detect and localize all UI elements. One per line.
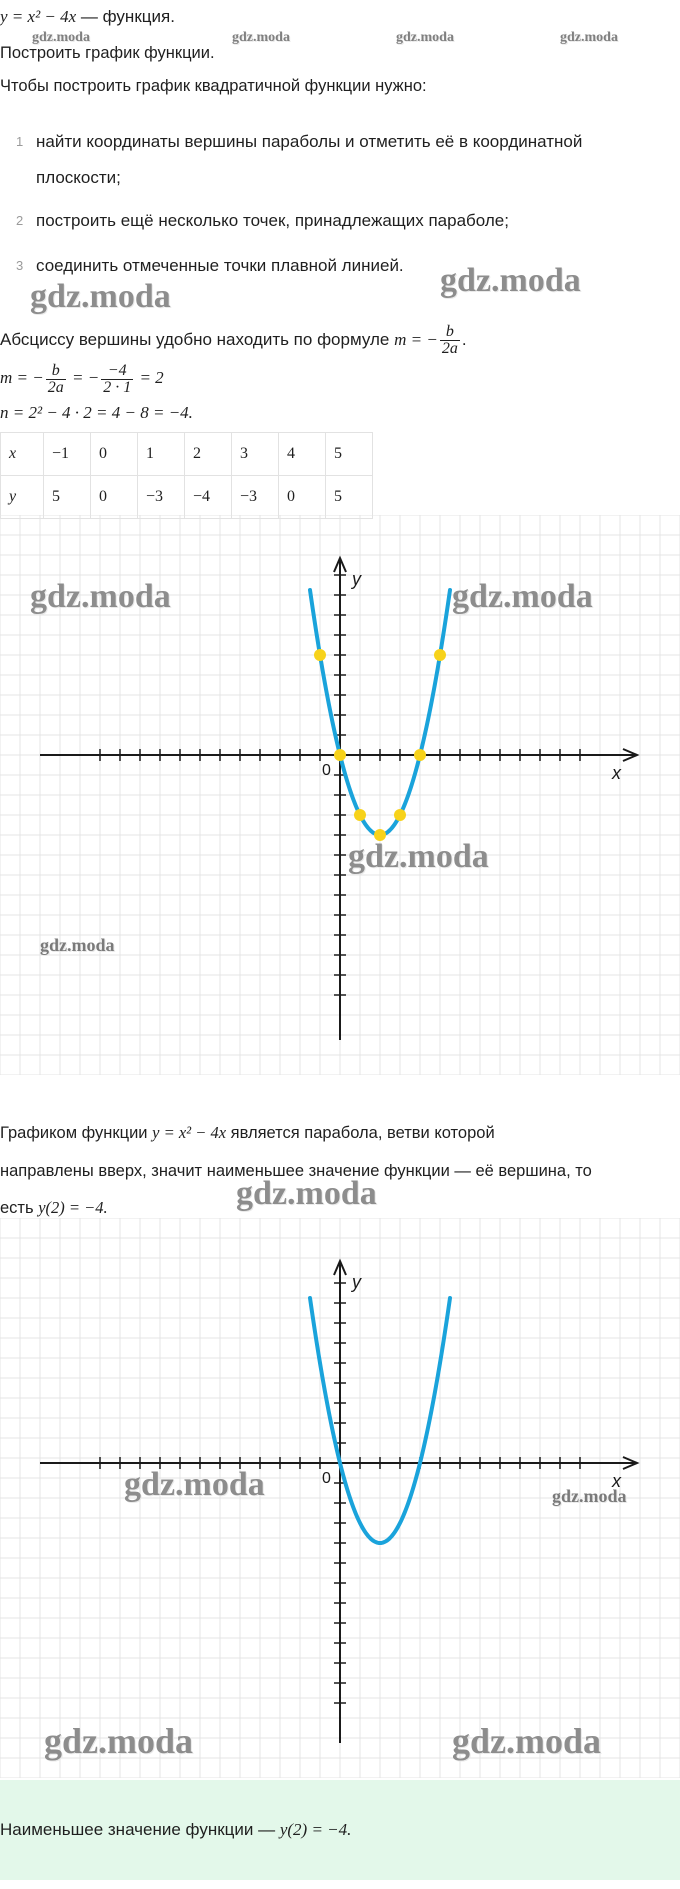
table-cell: 3 — [232, 433, 279, 476]
step-number: 3 — [16, 258, 24, 273]
conclusion-line-2: направлены вверх, значит наименьшее значение функции — её вершина, то — [0, 1162, 592, 1180]
y-axis-label: y — [352, 569, 361, 589]
data-point — [394, 809, 406, 821]
step-number: 1 — [16, 134, 24, 149]
table-cell: −3 — [138, 476, 185, 519]
fraction — [46, 363, 66, 396]
fraction-numerator: −4 — [101, 363, 133, 380]
step-number: 2 — [16, 213, 24, 228]
watermark: gdz.moda — [552, 1486, 627, 1506]
header-formula: y = x² − 4x — [0, 7, 77, 26]
answer-box — [0, 1780, 680, 1880]
table-cell: 5 — [326, 433, 373, 476]
step-text: соединить отмеченные точки плавной линией. — [36, 256, 404, 275]
calc-lhs: m = − — [0, 368, 44, 387]
header-suffix: — функция. — [76, 7, 175, 26]
watermark: gdz.moda — [32, 30, 90, 45]
origin-label: 0 — [322, 762, 331, 779]
vertex-calc-line — [0, 358, 164, 398]
table-cell: 0 — [91, 433, 138, 476]
watermark: gdz.moda — [348, 838, 489, 875]
conclusion-formula: y = x² − 4x — [152, 1123, 227, 1142]
table-cell: 2 — [185, 433, 232, 476]
conclusion-line-1 — [0, 1118, 495, 1148]
step-1 — [0, 124, 660, 196]
calc-result: = 2 — [139, 368, 164, 387]
fraction-denominator: 2a — [47, 378, 64, 396]
fraction — [101, 363, 133, 396]
conclusion-text: есть — [0, 1199, 34, 1217]
table-cell: −1 — [44, 433, 91, 476]
values-table — [0, 432, 373, 519]
header-line — [0, 6, 175, 28]
watermark: gdz.moda — [44, 1721, 194, 1761]
table-header-y: y — [1, 476, 44, 519]
watermark: gdz.moda — [440, 262, 581, 299]
table-header-x: x — [1, 433, 44, 476]
fraction-denominator: 2 · 1 — [103, 378, 132, 396]
answer-label: Наименьшее значение функции — — [0, 1820, 276, 1839]
watermark: gdz.moda — [40, 935, 115, 955]
vertex-m: m = − — [394, 330, 438, 349]
fraction-numerator: b — [46, 363, 66, 380]
vertex-text: Абсциссу вершины удобно находить по формуле — [0, 330, 390, 349]
table-cell: 5 — [44, 476, 91, 519]
table-cell: 4 — [279, 433, 326, 476]
fraction-denominator: 2a — [441, 340, 458, 358]
watermark: gdz.moda — [236, 1175, 377, 1212]
table-row — [1, 433, 373, 476]
data-point — [314, 649, 326, 661]
fraction — [440, 324, 460, 357]
task-text: Построить график функции. — [0, 44, 215, 62]
conclusion-text: является парабола, ветви которой — [230, 1124, 495, 1142]
fraction-numerator: b — [440, 324, 460, 341]
step-text: построить ещё несколько точек, принадлежащих параболе; — [36, 211, 509, 230]
data-point — [434, 649, 446, 661]
origin-label: 0 — [322, 1470, 331, 1487]
data-point — [354, 809, 366, 821]
answer-value: y(2) = −4. — [279, 1820, 352, 1839]
watermark: gdz.moda — [452, 1721, 602, 1761]
table-cell: −3 — [232, 476, 279, 519]
watermark: gdz.moda — [452, 578, 593, 615]
data-point — [414, 749, 426, 761]
vertex-formula-line: Абсциссу вершины удобно находить по формуле m = − $\frac{b}{2a}$ . — [0, 323, 467, 358]
x-axis-label: x — [612, 763, 621, 783]
watermark: gdz.moda — [124, 1466, 265, 1503]
watermark: gdz.moda — [30, 278, 171, 315]
table-cell: 1 — [138, 433, 185, 476]
watermark: gdz.moda — [560, 30, 618, 45]
table-cell: 0 — [279, 476, 326, 519]
data-point — [334, 749, 346, 761]
table-cell: 0 — [91, 476, 138, 519]
table-cell: −4 — [185, 476, 232, 519]
intro-text: Чтобы построить график квадратичной функции нужно: — [0, 77, 427, 95]
step-text: найти координаты вершины параболы и отметить её в координатной плоскости; — [36, 132, 583, 187]
n-line: n = 2² − 4 · 2 = 4 − 8 = −4. — [0, 403, 193, 422]
watermark: gdz.moda — [232, 30, 290, 45]
watermark: gdz.moda — [30, 578, 171, 615]
table-row — [1, 476, 373, 519]
watermark: gdz.moda — [396, 30, 454, 45]
answer-line — [0, 1820, 351, 1840]
table-cell: 5 — [326, 476, 373, 519]
x-axis-label: x — [612, 1471, 621, 1491]
conclusion-value: y(2) = −4. — [38, 1198, 108, 1217]
y-axis-label: y — [352, 1272, 361, 1292]
conclusion-text: Графиком функции — [0, 1124, 148, 1142]
calc-mid: = − — [71, 368, 100, 387]
